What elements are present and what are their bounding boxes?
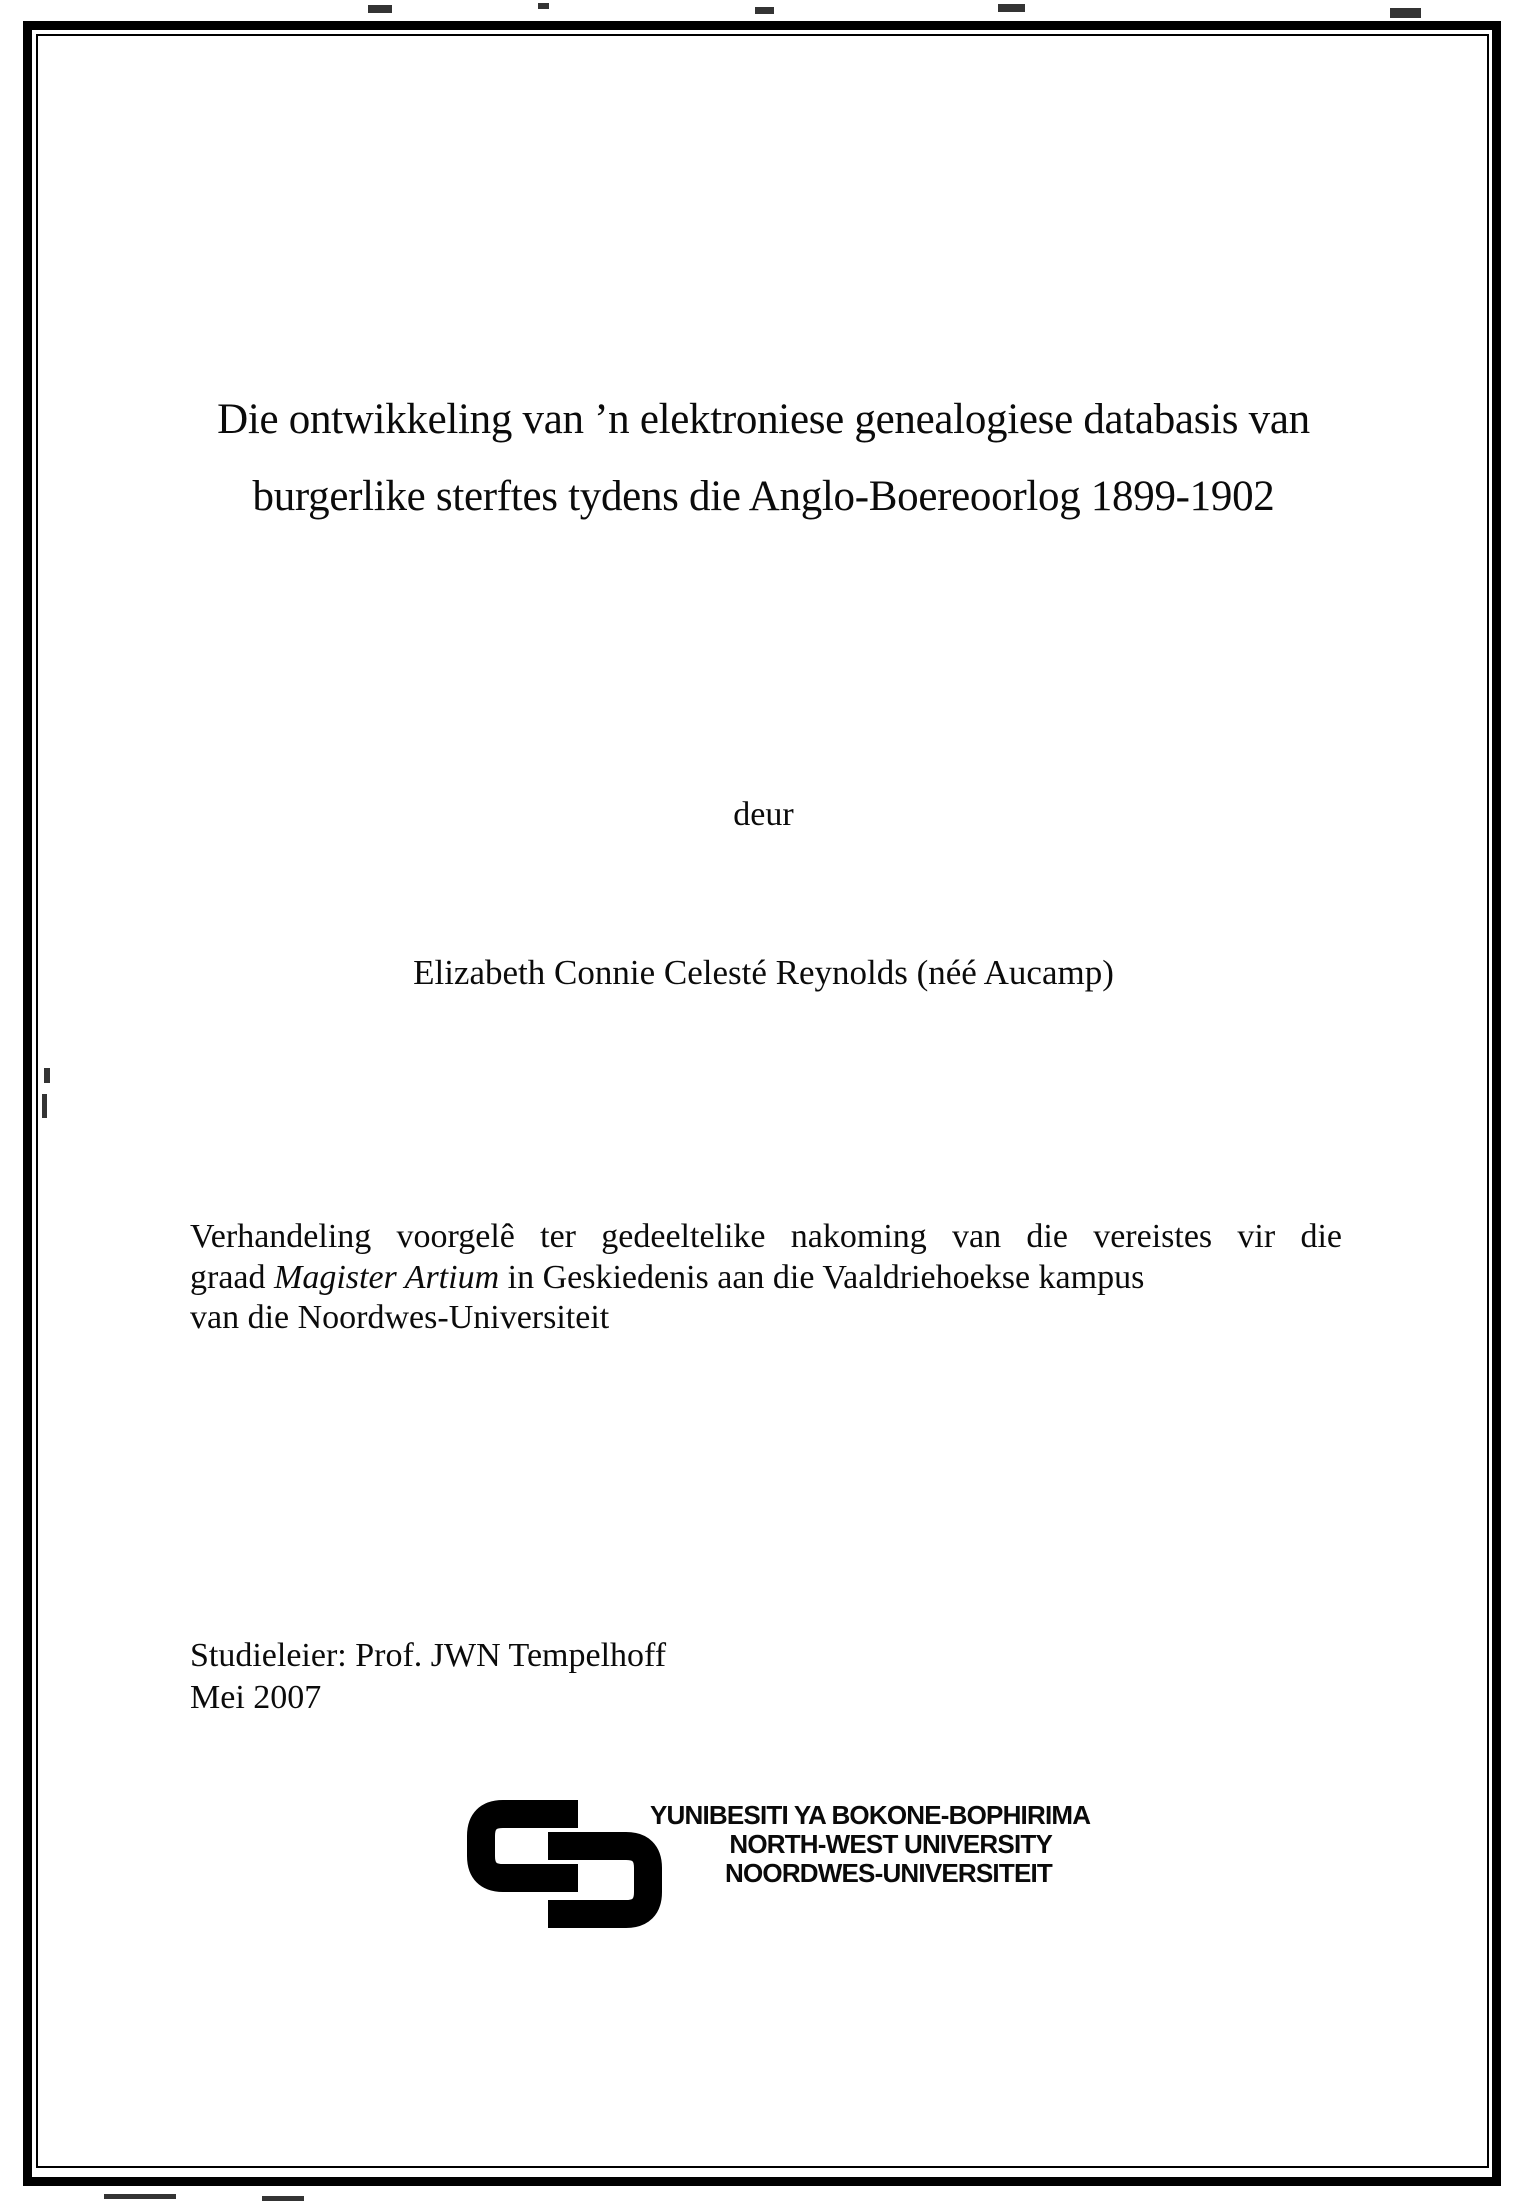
- scan-speck: [104, 2194, 176, 2199]
- scan-speck: [998, 4, 1025, 12]
- scan-speck: [42, 1094, 47, 1118]
- nwu-interlocking-links-icon: [465, 1798, 665, 1930]
- degree-name-italic: Magister Artium: [274, 1258, 500, 1296]
- submission-statement: [190, 1217, 1342, 1339]
- supervisor-line: Studieleier: Prof. JWN Tempelhoff: [190, 1637, 667, 1674]
- university-logo-wordmark: [650, 1800, 1091, 1888]
- scan-speck: [262, 2196, 304, 2201]
- submission-line3: van die Noordwes-Universiteit: [190, 1299, 610, 1336]
- byline-deur: deur: [733, 796, 794, 833]
- submission-line2-post: in Geskiedenis aan die Vaaldriehoekse kampus: [499, 1258, 1145, 1296]
- scan-speck: [1390, 8, 1421, 18]
- submission-line2-pre: graad: [190, 1258, 275, 1296]
- thesis-title: [100, 381, 1427, 535]
- author-name: Elizabeth Connie Celesté Reynolds (néé Aucamp): [413, 953, 1114, 992]
- university-logo: [465, 1798, 1091, 1933]
- logo-line-afrikaans: NOORDWES-UNIVERSITEIT: [725, 1858, 1052, 1888]
- submission-line1: Verhandeling voorgelê ter gedeeltelike nakoming van die vereistes vir die: [190, 1218, 1342, 1255]
- scan-speck: [538, 3, 549, 9]
- scan-speck: [368, 5, 392, 13]
- date-line: Mei 2007: [190, 1679, 322, 1716]
- supervisor-block: [190, 1635, 666, 1719]
- scan-speck: [755, 7, 774, 14]
- scan-speck: [44, 1068, 50, 1083]
- submission-line2: [190, 1258, 1342, 1299]
- logo-line-setswana: YUNIBESITI YA BOKONE-BOPHIRIMA: [650, 1800, 1091, 1830]
- thesis-title-line1: Die ontwikkeling van ’n elektroniese genealogiese databasis van: [217, 396, 1310, 443]
- logo-line-english: NORTH-WEST UNIVERSITY: [729, 1829, 1052, 1859]
- thesis-title-line2: burgerlike sterftes tydens die Anglo-Boereoorlog 1899-1902: [252, 473, 1275, 520]
